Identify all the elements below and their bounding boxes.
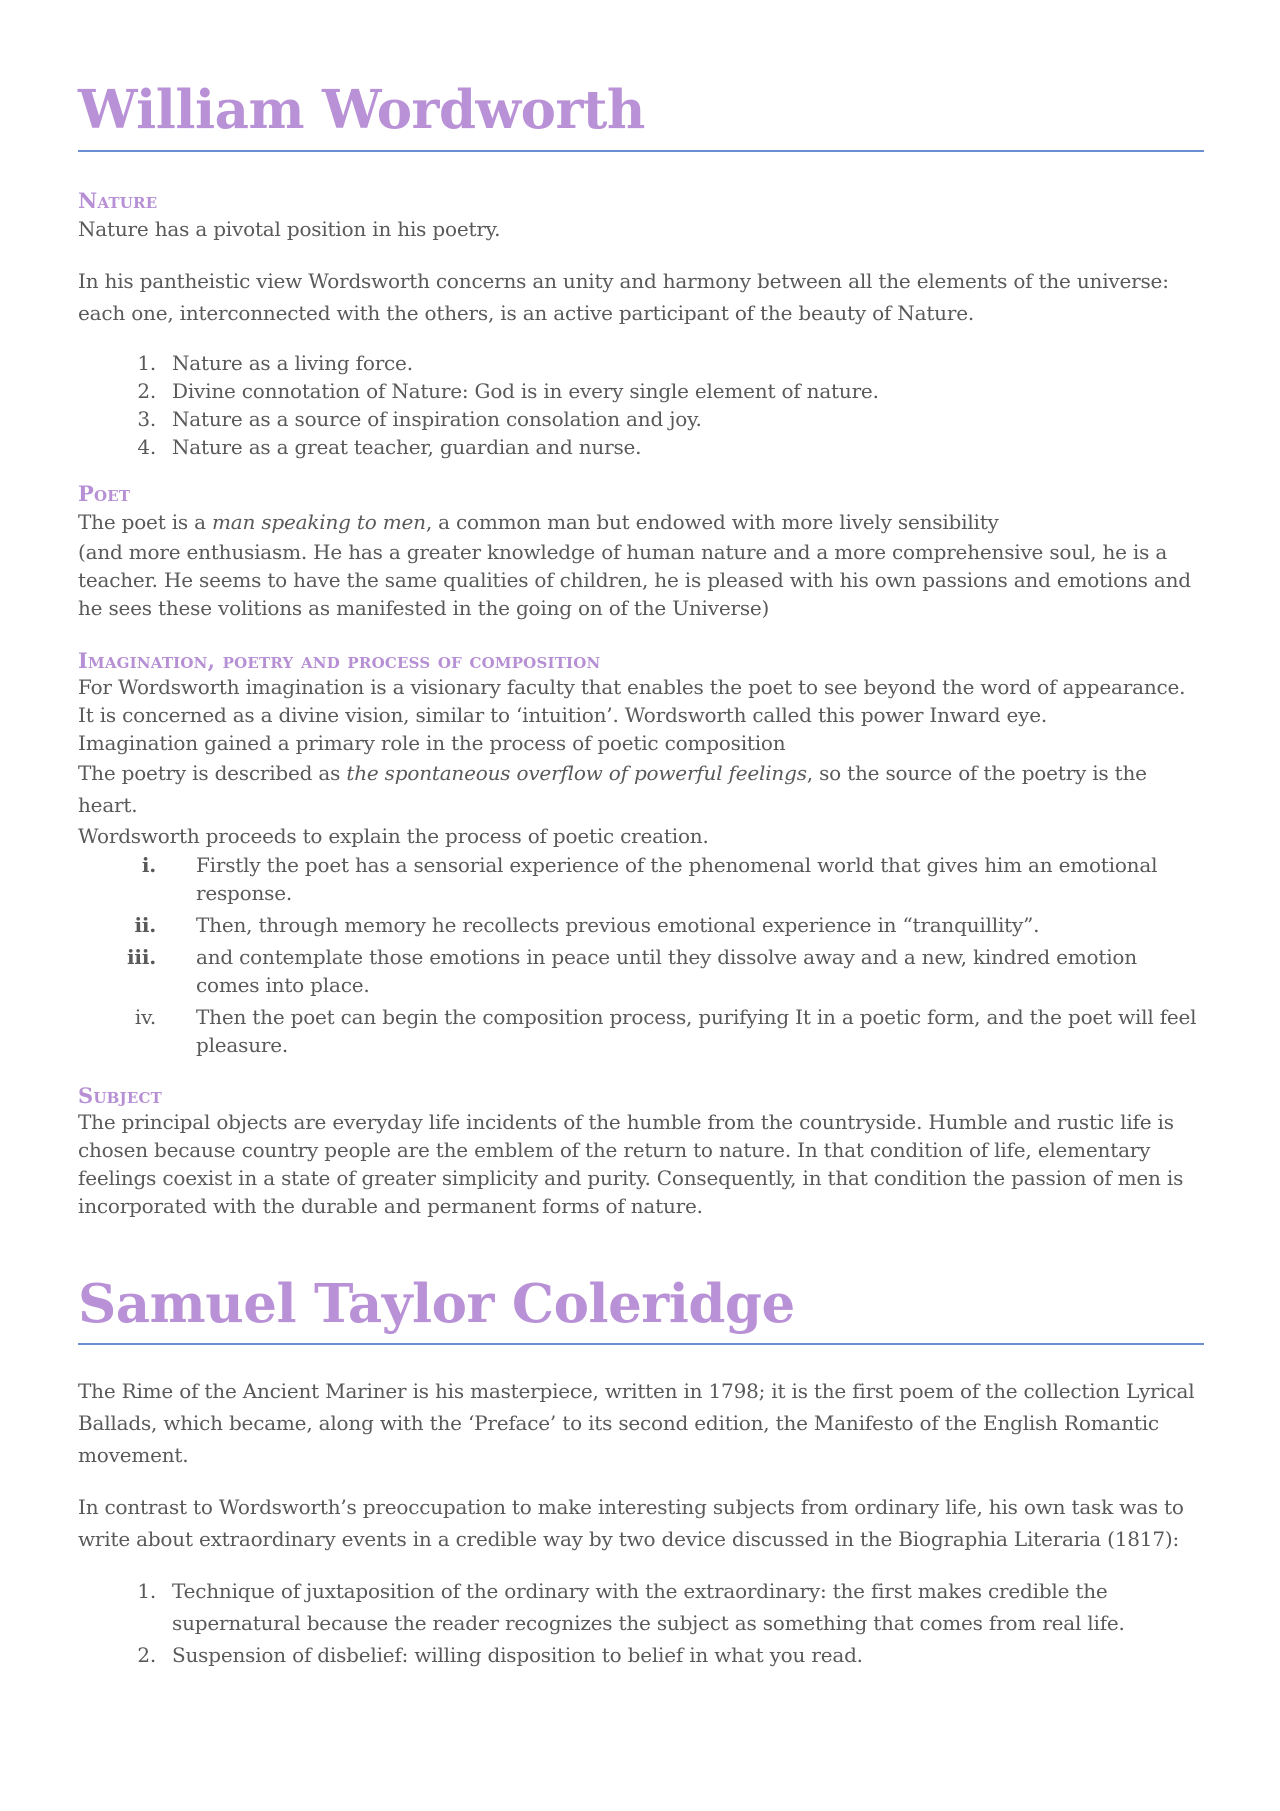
list-item: 1. Technique of juxtaposition of the ordinary with the extraordinary: the first makes credible the supernatural because the reader recognizes the subject as something that comes from real life. <box>137 1579 1125 1635</box>
imagination-paragraph-4: Wordsworth proceeds to explain the process of poetic creation. <box>78 824 709 848</box>
title-underline <box>78 1343 1204 1345</box>
list-item: 4. Nature as a great teacher, guardian and nurse. <box>137 435 642 459</box>
imagination-paragraph-3: The poetry is described as the spontaneous overflow of powerful feelings, so the source of the poetry is the heart. <box>78 761 1147 817</box>
list-item: iv. Then the poet can begin the composition process, purifying It in a poetic form, and the poet will feel pleasure. <box>134 1005 1197 1057</box>
nature-heading: Nature <box>78 188 158 213</box>
imagination-heading: Imagination, poetry and process of composition <box>78 648 601 673</box>
list-item: 1. Nature as a living force. <box>137 351 413 375</box>
title-underline <box>78 150 1204 152</box>
list-item: ii. Then, through memory he recollects previous emotional experience in “tranquillity”. <box>134 913 1040 937</box>
list-item: i. Firstly the poet has a sensorial experience of the phenomenal world that gives him an emotional response. <box>141 853 1158 905</box>
nature-paragraph-2: In his pantheistic view Wordsworth concerns an unity and harmony between all the elements of the universe: each one, interconnected with the others, is an active participant of the beauty of Nature. <box>78 269 1169 325</box>
wordsworth-title: William Wordworth <box>78 79 645 141</box>
document-page <box>78 0 1204 1671</box>
subject-heading: Subject <box>78 1083 162 1108</box>
composition-steps-list <box>78 851 1204 1059</box>
poet-paragraph-2: (and more enthusiasm. He has a greater knowledge of human nature and a more comprehensive soul, he is a teacher. He seems to have the same qualities of children, he is pleased with his own passions and emotions and he sees these volitions as manifested in the going on of the Universe) <box>78 540 1191 620</box>
nature-paragraph-1: Nature has a pivotal position in his poetry. <box>78 217 501 241</box>
coleridge-title: Samuel Taylor Coleridge <box>78 1273 795 1335</box>
list-item: iii. and contemplate those emotions in peace until they dissolve away and a new, kindred emotion comes into place. <box>127 945 1137 997</box>
coleridge-paragraph-2: In contrast to Wordsworth’s preoccupation to make interesting subjects from ordinary life, his own task was to write about extraordinary events in a credible way by two device discussed in the Biographia Literaria (1817): <box>78 1495 1184 1551</box>
coleridge-paragraph-1: The Rime of the Ancient Mariner is his masterpiece, written in 1798; it is the first poem of the collection Lyrical Ballads, which became, along with the ‘Preface’ to its second edition, the Manifesto of the English Romantic movement. <box>78 1379 1195 1467</box>
poet-paragraph-1: The poet is a man speaking to men, a common man but endowed with more lively sensibility <box>78 510 999 534</box>
list-item: 2. Suspension of disbelief: willing disposition to belief in what you read. <box>137 1643 863 1667</box>
coleridge-devices-list <box>78 1575 1204 1671</box>
nature-list <box>78 349 1204 461</box>
list-item: 3. Nature as a source of inspiration consolation and joy. <box>137 407 702 431</box>
poet-heading: Poet <box>78 481 131 506</box>
list-item: 2. Divine connotation of Nature: God is in every single element of nature. <box>137 379 879 403</box>
imagination-paragraph-2: Imagination gained a primary role in the process of poetic composition <box>78 731 786 755</box>
imagination-paragraph-1: For Wordsworth imagination is a visionary faculty that enables the poet to see beyond the word of appearance. It is concerned as a divine vision, similar to ‘intuition’. Wordsworth called this power Inward eye. <box>78 675 1186 727</box>
subject-paragraph: The principal objects are everyday life incidents of the humble from the countryside. Humble and rustic life is chosen because country people are the emblem of the return to nature. In that condition of life, elementary feelings coexist in a state of greater simplicity and purity. Consequently, in that condition the passion of men is incorporated with the durable and permanent forms of nature. <box>78 1110 1184 1218</box>
